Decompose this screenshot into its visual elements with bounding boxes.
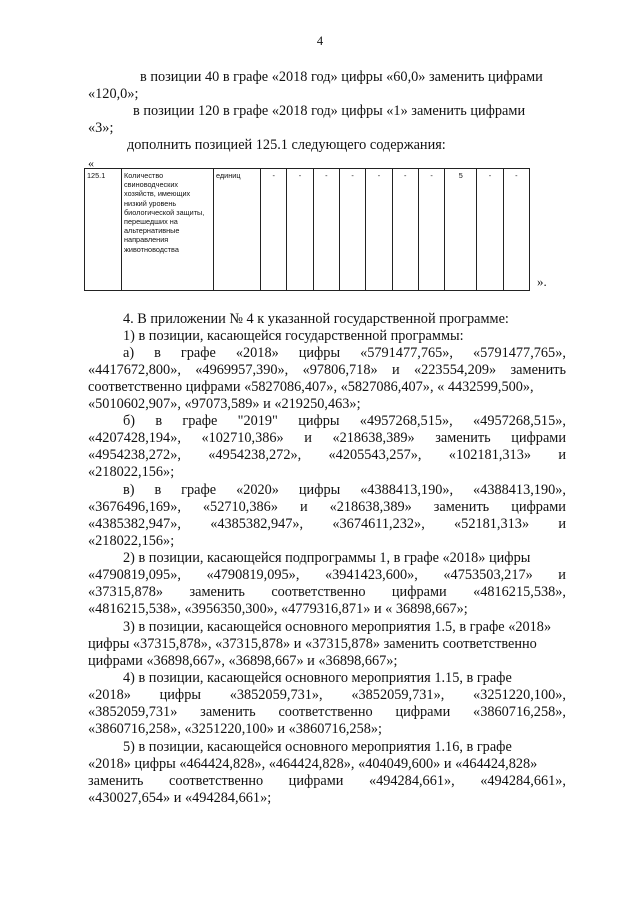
section-4-heading: 4. В приложении № 4 к указанной государственной программе: (123, 311, 509, 327)
table-cell-value: - (287, 169, 313, 291)
table-cell-value: 5 (445, 169, 477, 291)
item-4-line-3: «3852059,731» заменить соответственно цифрами «3860716,258», (88, 704, 566, 720)
item-2-line-3: «37315,878» заменить соответственно цифрами «4816215,538», (88, 584, 566, 600)
item-b-line-2: «4207428,194», «102710,386» и «218638,389» заменить цифрами (88, 430, 566, 446)
table-row (85, 169, 530, 291)
table-cell-value: - (339, 169, 365, 291)
item-a-line-2: «4417672,800», «4969957,390», «97806,718» и «223554,209» заменить (88, 362, 566, 378)
table-cell-value: - (313, 169, 339, 291)
item-3-line-3: цифрами «36898,667», «36898,667» и «36898,667»; (88, 653, 398, 669)
item-3-line-2: цифры «37315,878», «37315,878» и «37315,878» заменить соответственно (88, 636, 537, 652)
item-b-line-4: «218022,156»; (88, 464, 175, 480)
item-2-line-4: «4816215,538», «3956350,300», «4779316,871» и « 36898,667»; (88, 601, 468, 617)
position-table (84, 168, 530, 291)
intro-line-1: в позиции 40 в графе «2018 год» цифры «60,0» заменить цифрами (140, 69, 543, 85)
table-cell-value: - (392, 169, 418, 291)
opening-quote: « (88, 156, 94, 170)
item-2-line-2: «4790819,095», «4790819,095», «3941423,600», «4753503,217» и (88, 567, 566, 583)
table-cell-unit: единиц (214, 169, 261, 291)
table-cell-value: - (261, 169, 287, 291)
item-v-line-4: «218022,156»; (88, 533, 175, 549)
item-a-line-4: «5010602,907», «97073,589» и «219250,463»; (88, 396, 361, 412)
item-v-line-1: в) в графе «2020» цифры «4388413,190», «4388413,190», (123, 482, 566, 498)
item-4-line-4: «3860716,258», «3251220,100» и «3860716,258»; (88, 721, 382, 737)
item-b-line-1: б) в графе "2019" цифры «4957268,515», «4957268,515», (123, 413, 566, 429)
table-cell-value: - (366, 169, 392, 291)
item-a-line-1: а) в графе «2018» цифры «5791477,765», «5791477,765», (123, 345, 566, 361)
table-cell-name: Количество свиноводческих хозяйств, имеющих низкий уровень биологической защиты, перешедших на альтернативные направления животноводства (122, 169, 214, 291)
item-4-line-2: «2018» цифры «3852059,731», «3852059,731», «3251220,100», (88, 687, 566, 703)
table-cell-value: - (503, 169, 529, 291)
item-a-line-3: соответственно цифрами «5827086,407», «5827086,407», « 4432599,500», (88, 379, 534, 395)
intro-line-4: «3»; (88, 120, 114, 136)
item-5-line-4: «430027,654» и «494284,661»; (88, 790, 272, 806)
subsection-1-heading: 1) в позиции, касающейся государственной программы: (123, 328, 464, 344)
intro-line-2: «120,0»; (88, 86, 139, 102)
page-number: 4 (316, 34, 324, 48)
table-cell-value: - (477, 169, 503, 291)
item-v-line-3: «4385382,947», «4385382,947», «3674611,232», «52181,313» и (88, 516, 566, 532)
intro-line-5: дополнить позицией 125.1 следующего содержания: (127, 137, 446, 153)
item-5-line-3: заменить соответственно цифрами «494284,661», «494284,661», (88, 773, 566, 789)
table-cell-position: 125.1 (85, 169, 122, 291)
closing-quote: ». (537, 274, 547, 289)
item-5-line-1: 5) в позиции, касающейся основного мероприятия 1.16, в графе (123, 739, 512, 755)
table-cell-value: - (418, 169, 444, 291)
item-2-line-1: 2) в позиции, касающейся подпрограммы 1, в графе «2018» цифры (123, 550, 531, 566)
item-v-line-2: «3676496,169», «52710,386» и «218638,389» заменить цифрами (88, 499, 566, 515)
item-3-line-1: 3) в позиции, касающейся основного мероприятия 1.5, в графе «2018» (123, 619, 552, 635)
intro-line-3: в позиции 120 в графе «2018 год» цифры «1» заменить цифрами (133, 103, 526, 119)
item-4-line-1: 4) в позиции, касающейся основного мероприятия 1.15, в графе (123, 670, 512, 686)
item-b-line-3: «4954238,272», «4954238,272», «4205543,257», «102181,313» и (88, 447, 566, 463)
item-5-line-2: «2018» цифры «464424,828», «464424,828», «404049,600» и «464424,828» (88, 756, 538, 772)
